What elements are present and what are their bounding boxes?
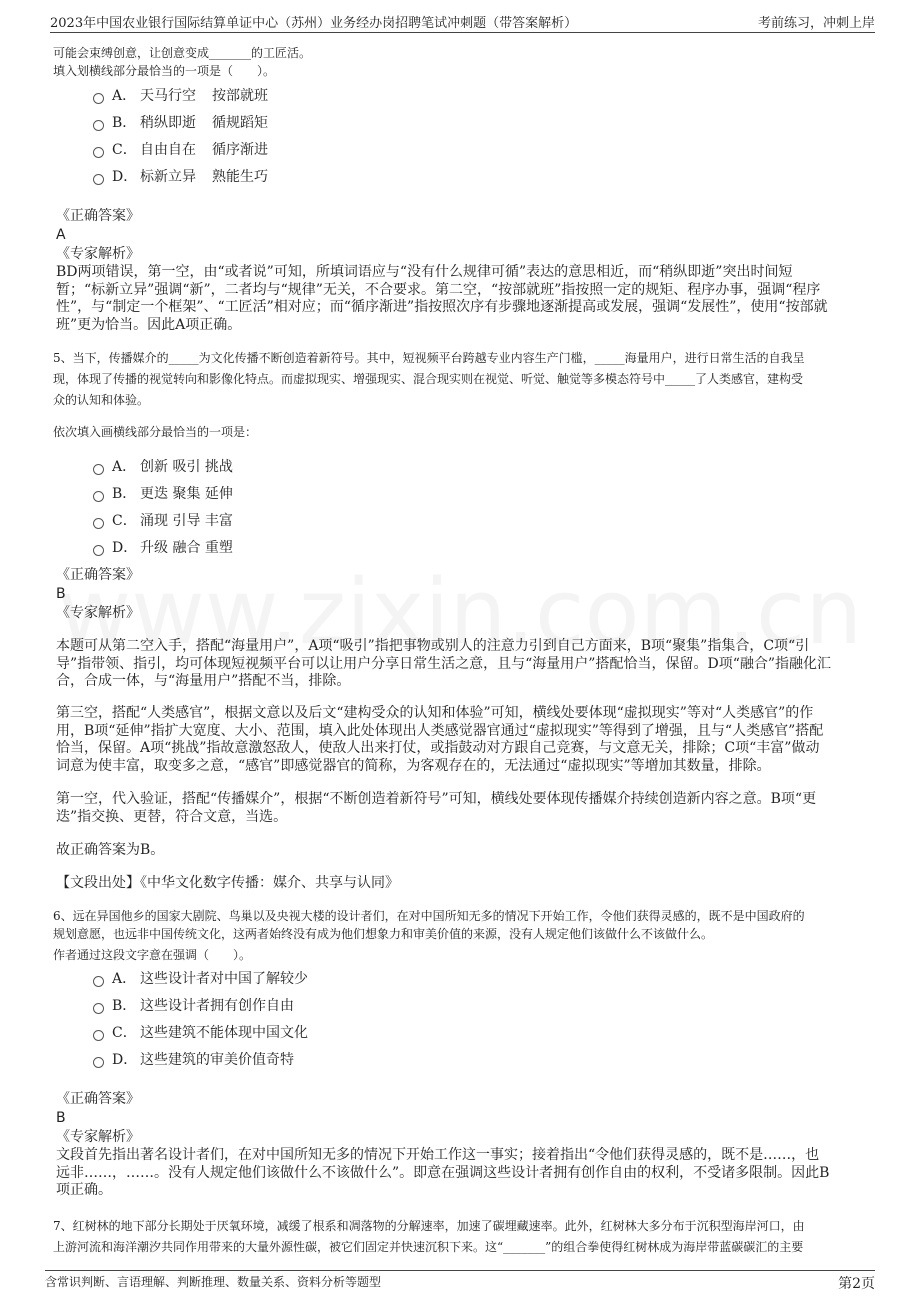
q5-answer-title: 《正确答案》 [56,567,140,583]
q4-stem-tail: 可能会束缚创意，让创意变成_______的工匠活。 [53,46,312,60]
radio-icon[interactable] [93,174,104,185]
q4-option-a[interactable]: A． 天马行空 按部就班 [93,85,268,105]
page-number: 第2页 [838,1276,875,1292]
q6-analysis: 文段首先指出著名设计者们，在对中国所知无多的情况下开始工作这一事实；接着指出“令他们获得灵感的，既不是……，也 远非……，……。没有人规定他们该做什么不该做什么”。即意在强调这些设计者拥有创作自由的权利，不受诸多限制。因此B 项正确。 [56,1147,830,1198]
radio-icon[interactable] [93,976,104,987]
q6-option-a[interactable]: A． 这些设计者对中国了解较少 [93,968,308,988]
q5-analysis-para1: 本题可从第二空入手，搭配“海量用户”，A项“吸引”指把事物或别人的注意力引到自己方面来，B项“聚集”指集合，C项“引 导”指带领、指引，均可体现短视频平台可以让用户分享日常生活之意，且与“海量用户”搭配恰当，保留。D项“融合”指融化汇 合，合成一体，与“海量用户”搭配不当，排除。 [56,638,832,689]
radio-icon[interactable] [93,464,104,475]
q5-analysis-title: 《专家解析》 [56,605,140,621]
radio-icon[interactable] [93,120,104,131]
q4-prompt: 填入划横线部分最恰当的一项是（ ）。 [53,64,276,78]
q5-source: 【文段出处】《中华文化数字传播：媒介、共享与认同》 [56,875,399,891]
q4-option-d[interactable]: D． 标新立异 熟能生巧 [93,166,268,186]
radio-icon[interactable] [93,1057,104,1068]
document-title: 2023年中国农业银行国际结算单证中心（苏州）业务经办岗招聘笔试冲刺题（带答案解析） [50,16,578,31]
radio-icon[interactable] [93,147,104,158]
q4-option-b[interactable]: B． 稍纵即逝 循规蹈矩 [93,112,268,132]
q6-answer: B [56,1110,66,1126]
q6-option-b[interactable]: B． 这些设计者拥有创作自由 [93,995,294,1015]
q5-conclusion: 故正确答案为B。 [56,842,165,858]
q5-analysis-para2: 第三空，搭配“人类感官”，根据文意以及后文“建构受众的认知和体验”可知，横线处要体现“虚拟现实”等对“人类感官”的作 用，B项“延伸”指扩大宽度、大小、范围，填入此处体现出人类感觉器官通过“虚拟现实”等得到了增强，且与“人类感官”搭配 恰当，保留。A项“挑战”指故意激怒敌人，使敌人出来打仗，或指鼓动对方跟自己竞赛，与文意无关，排除；C项“丰富”做动 词意为使丰富，取变多之意，“感官”即感觉器官的简称，为客观存在的，无法通过“虚拟现实”等增加其数量，排除。 [56,705,824,774]
radio-icon[interactable] [93,1030,104,1041]
q6-analysis-title: 《专家解析》 [56,1129,140,1145]
radio-icon[interactable] [93,518,104,529]
q5-option-c[interactable]: C． 涌现 引导 丰富 [93,510,233,530]
q7-stem: 7、红树林的地下部分长期处于厌氧环境，减缓了根系和凋落物的分解速率，加速了碳埋藏速率。此外，红树林大多分布于沉积型海岸河口，由 上游河流和海洋潮汐共同作用带来的大量外源性碳，被它们固定并快速沉积下来。这“_______”的组合拳使得红树林成为海岸带蓝碳碳汇的主要 [53,1219,805,1254]
radio-icon[interactable] [93,1003,104,1014]
q5-answer: B [56,586,66,602]
header-tagline: 考前练习，冲刺上岸 [757,16,875,31]
q4-option-c[interactable]: C． 自由自在 循序渐进 [93,139,268,159]
q6-option-c[interactable]: C． 这些建筑不能体现中国文化 [93,1022,308,1042]
q4-answer-title: 《正确答案》 [56,208,140,224]
q5-option-a[interactable]: A． 创新 吸引 挑战 [93,456,233,476]
radio-icon[interactable] [93,545,104,556]
radio-icon[interactable] [93,93,104,104]
q5-analysis-para3: 第一空，代入验证，搭配“传播媒介”，根据“不断创造着新符号”可知，横线处要体现传播媒介持续创造新内容之意。B项“更 迭”指交换、更替，符合文意，当选。 [56,791,817,825]
q5-option-d[interactable]: D． 升级 融合 重塑 [93,537,233,557]
q5-stem: 5、当下，传播媒介的_____为文化传播不断创造着新符号。其中，短视频平台跨越专业内容生产门槛，_____海量用户，进行日常生活的自我呈 现，体现了传播的视觉转向和影像化特点。而虚拟现实、增强现实、混合现实则在视觉、听觉、触觉等多模态符号中_____了人类感官，建构受 众的认知和体验。 [53,351,805,407]
q4-answer: A [56,227,66,243]
q6-stem: 6、远在异国他乡的国家大剧院、鸟巢以及央视大楼的设计者们，在对中国所知无多的情况下开始工作，令他们获得灵感的，既不是中国政府的 规划意愿，也远非中国传统文化，这两者始终没有成为他们想象力和审美价值的来源，没有人规定他们该做什么不该做什么。 [53,909,805,941]
footer-categories: 含常识判断、言语理解、判断推理、数量关系、资料分析等题型 [45,1275,382,1289]
q4-analysis: BD两项错误，第一空，由“或者说”可知，所填词语应与“没有什么规律可循”表达的意思相近，而“稍纵即逝”突出时间短 暂；“标新立异”强调“新”，二者均与“规律”无关，不合要求。第二空，“按部就班”指按照一定的规矩、程序办事，强调“程序 性”，与“制定一个框架”、“工匠活”相对应；而“循序渐进”指按照次序有步骤地逐渐提高或发展，强调“发展性”，使用“按部就 班”更为恰当。因此A项正确。 [56,264,828,333]
q5-prompt: 依次填入画横线部分最恰当的一项是： [53,425,258,439]
page-header [50,10,875,33]
q5-option-b[interactable]: B． 更迭 聚集 延伸 [93,483,233,503]
q6-option-d[interactable]: D． 这些建筑的审美价值奇特 [93,1049,294,1069]
radio-icon[interactable] [93,491,104,502]
q6-answer-title: 《正确答案》 [56,1091,140,1107]
q6-prompt: 作者通过这段文字意在强调（ ）。 [53,948,252,962]
page-footer [45,1270,875,1291]
q4-analysis-title: 《专家解析》 [56,246,140,262]
